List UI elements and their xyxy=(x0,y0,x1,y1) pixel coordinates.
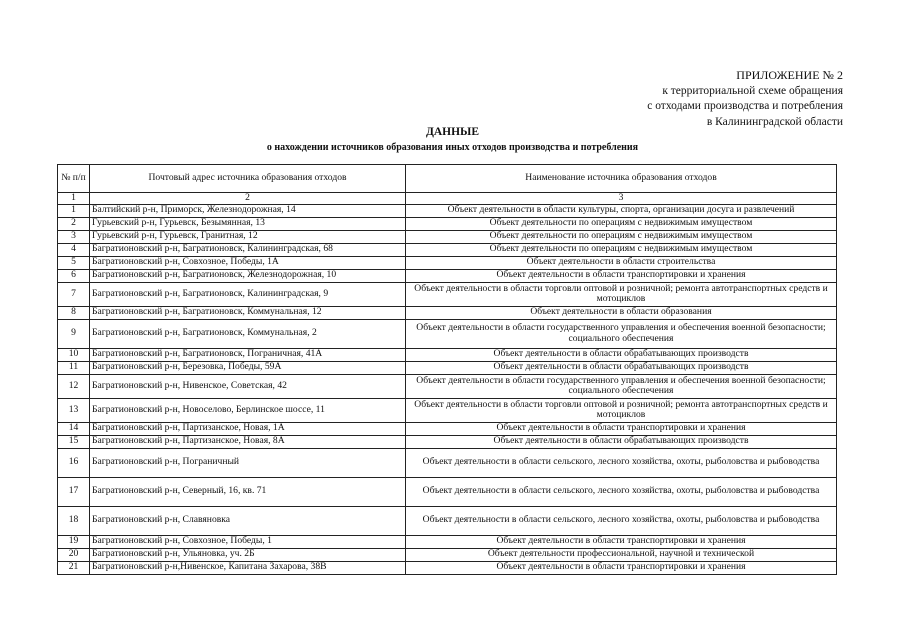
row-source-name: Объект деятельности в области транспортировки и хранения xyxy=(406,269,837,282)
row-number: 3 xyxy=(58,230,90,243)
row-number: 6 xyxy=(58,269,90,282)
table-row xyxy=(58,306,837,319)
row-address: Багратионовский р-н, Новоселово, Берлинское шоссе, 11 xyxy=(90,398,406,422)
row-address: Багратионовский р-н, Багратионовск, Коммунальная, 12 xyxy=(90,306,406,319)
table-row xyxy=(58,269,837,282)
row-source-name: Объект деятельности в области транспортировки и хранения xyxy=(406,561,837,574)
row-number: 2 xyxy=(58,217,90,230)
row-address: Багратионовский р-н, Совхозное, Победы, 1 xyxy=(90,535,406,548)
appendix-title: ПРИЛОЖЕНИЕ № 2 xyxy=(736,68,843,82)
row-address: Гурьевский р-н, Гурьевск, Безымянная, 13 xyxy=(90,217,406,230)
document-subtitle: о нахождении источников образования иных отходов производства и потребления xyxy=(266,142,639,153)
row-source-name: Объект деятельности в области государственного управления и обеспечения военной безопасности; социального обеспечения xyxy=(406,374,837,398)
row-address: Гурьевский р-н, Гурьевск, Гранитная, 12 xyxy=(90,230,406,243)
table-row xyxy=(58,204,837,217)
row-number: 12 xyxy=(58,374,90,398)
column-header-number: № п/п xyxy=(58,165,90,193)
table-row xyxy=(58,548,837,561)
row-address: Багратионовский р-н, Партизанское, Новая, 8А xyxy=(90,435,406,448)
row-source-name: Объект деятельности в области обрабатывающих производств xyxy=(406,348,837,361)
appendix-line: к территориальной схеме обращения xyxy=(662,84,843,97)
row-address: Багратионовский р-н, Пограничный xyxy=(90,448,406,477)
row-source-name: Объект деятельности в области сельского, лесного хозяйства, охоты, рыболовства и рыбоводства xyxy=(406,448,837,477)
column-index-row xyxy=(58,193,837,205)
row-number: 10 xyxy=(58,348,90,361)
table-row xyxy=(58,561,837,574)
row-source-name: Объект деятельности в области обрабатывающих производств xyxy=(406,435,837,448)
row-number: 16 xyxy=(58,448,90,477)
row-number: 9 xyxy=(58,319,90,348)
row-address: Багратионовский р-н, Багратионовск, Калининградская, 9 xyxy=(90,282,406,306)
row-address: Багратионовский р-н, Совхозное, Победы, 1А xyxy=(90,256,406,269)
table-row xyxy=(58,217,837,230)
column-index: 1 xyxy=(58,193,90,205)
row-number: 14 xyxy=(58,422,90,435)
row-address: Багратионовский р-н, Багратионовск, Пограничная, 41А xyxy=(90,348,406,361)
row-number: 4 xyxy=(58,243,90,256)
row-number: 7 xyxy=(58,282,90,306)
row-address: Багратионовский р-н, Нивенское, Советская, 42 xyxy=(90,374,406,398)
row-source-name: Объект деятельности по операциям с недвижимым имуществом xyxy=(406,217,837,230)
row-source-name: Объект деятельности профессиональной, научной и технической xyxy=(406,548,837,561)
table-row xyxy=(58,361,837,374)
row-source-name: Объект деятельности в области торговли оптовой и розничной; ремонта автотранспортных средств и мотоциклов xyxy=(406,282,837,306)
row-source-name: Объект деятельности в области строительства xyxy=(406,256,837,269)
appendix-line: в Калининградской области xyxy=(706,115,843,128)
row-number: 13 xyxy=(58,398,90,422)
row-number: 21 xyxy=(58,561,90,574)
row-address: Багратионовский р-н, Партизанское, Новая, 1А xyxy=(90,422,406,435)
table-row xyxy=(58,230,837,243)
table-row xyxy=(58,243,837,256)
row-source-name: Объект деятельности в области транспортировки и хранения xyxy=(406,422,837,435)
row-source-name: Объект деятельности по операциям с недвижимым имуществом xyxy=(406,230,837,243)
column-header-address: Почтовый адрес источника образования отходов xyxy=(90,165,406,193)
row-source-name: Объект деятельности по операциям с недвижимым имуществом xyxy=(406,243,837,256)
table-row xyxy=(58,398,837,422)
row-number: 11 xyxy=(58,361,90,374)
table-row xyxy=(58,282,837,306)
row-address: Багратионовский р-н, Ульяновка, уч. 2Б xyxy=(90,548,406,561)
table-header-row xyxy=(58,165,837,193)
row-number: 8 xyxy=(58,306,90,319)
row-source-name: Объект деятельности в области сельского, лесного хозяйства, охоты, рыболовства и рыбоводства xyxy=(406,477,837,506)
table-row xyxy=(58,506,837,535)
row-number: 20 xyxy=(58,548,90,561)
table-row xyxy=(58,435,837,448)
row-source-name: Объект деятельности в области образования xyxy=(406,306,837,319)
table-row xyxy=(58,348,837,361)
appendix-line: с отходами производства и потребления xyxy=(647,100,843,112)
column-header-name: Наименование источника образования отходов xyxy=(406,165,837,193)
row-number: 19 xyxy=(58,535,90,548)
table-row xyxy=(58,477,837,506)
row-address: Багратионовский р-н, Северный, 16, кв. 71 xyxy=(90,477,406,506)
column-index: 3 xyxy=(406,193,837,205)
row-number: 1 xyxy=(58,204,90,217)
row-address: Багратионовский р-н, Багратионовск, Железнодорожная, 10 xyxy=(90,269,406,282)
row-number: 15 xyxy=(58,435,90,448)
row-source-name: Объект деятельности в области транспортировки и хранения xyxy=(406,535,837,548)
column-index: 2 xyxy=(90,193,406,205)
table-row xyxy=(58,535,837,548)
row-address: Багратионовский р-н, Багратионовск, Калининградская, 68 xyxy=(90,243,406,256)
row-source-name: Объект деятельности в области обрабатывающих производств xyxy=(406,361,837,374)
row-address: Багратионовский р-н, Березовка, Победы, 59А xyxy=(90,361,406,374)
sources-table xyxy=(57,164,837,575)
table-row xyxy=(58,319,837,348)
document-title: ДАННЫЕ xyxy=(425,126,480,138)
table-row xyxy=(58,422,837,435)
row-source-name: Объект деятельности в области сельского, лесного хозяйства, охоты, рыболовства и рыбоводства xyxy=(406,506,837,535)
row-address: Багратионовский р-н,Нивенское, Капитана Захарова, 38В xyxy=(90,561,406,574)
row-number: 18 xyxy=(58,506,90,535)
row-source-name: Объект деятельности в области государственного управления и обеспечения военной безопасности; социального обеспечения xyxy=(406,319,837,348)
row-number: 17 xyxy=(58,477,90,506)
table-row xyxy=(58,448,837,477)
table-row xyxy=(58,256,837,269)
table-body xyxy=(58,204,837,574)
row-address: Багратионовский р-н, Багратионовск, Коммунальная, 2 xyxy=(90,319,406,348)
row-source-name: Объект деятельности в области торговли оптовой и розничной; ремонта автотранспортных средств и мотоциклов xyxy=(406,398,837,422)
row-address: Балтийский р-н, Приморск, Железнодорожная, 14 xyxy=(90,204,406,217)
appendix-block xyxy=(647,68,843,130)
row-number: 5 xyxy=(58,256,90,269)
table-row xyxy=(58,374,837,398)
row-address: Багратионовский р-н, Славяновка xyxy=(90,506,406,535)
row-source-name: Объект деятельности в области культуры, спорта, организации досуга и развлечений xyxy=(406,204,837,217)
